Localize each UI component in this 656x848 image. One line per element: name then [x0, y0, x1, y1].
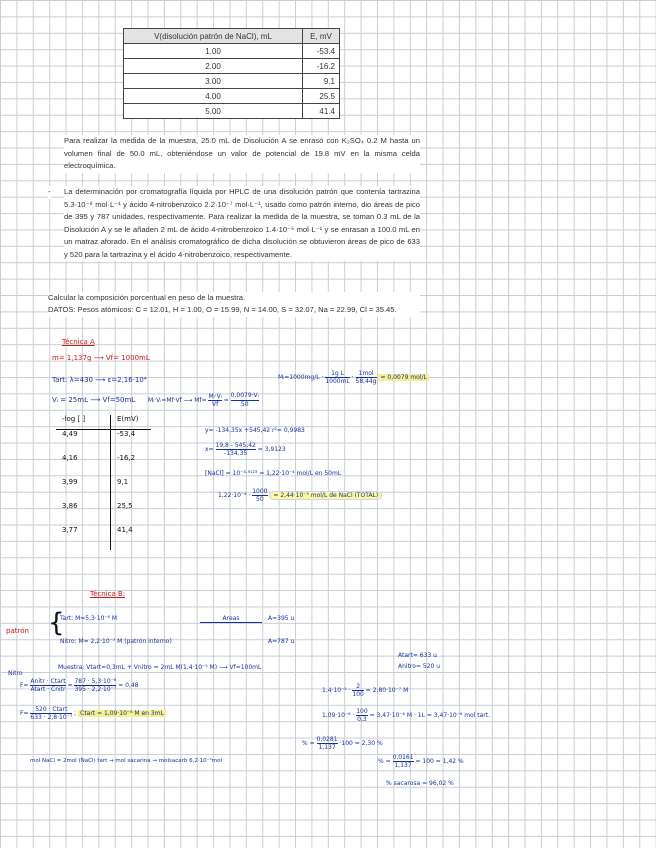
note-nacl-total — [218, 488, 382, 503]
paragraph-data: DATOS: Pesos atómicos: C = 12.01, H = 1.00, O = 15.99, N = 14.00, S = 32.07, Na = 22.99, Cl = 35.45. — [48, 304, 420, 317]
nacl-total-pre: 1,22·10⁻⁴ · — [218, 492, 251, 499]
mol-tart-result: = 3,47·10⁻⁶ M · 1L = 3,47·10⁻⁶ mol tart. — [369, 712, 491, 719]
hw-table-row — [56, 430, 151, 455]
conversion-f1-num: 1g L — [325, 370, 349, 378]
brace-icon: { — [48, 608, 65, 638]
conversion-f1-den: 1000mL — [325, 378, 350, 385]
pct-result: ·100 = 2,30 % — [339, 740, 383, 747]
hw-cell-e: 41,4 — [117, 526, 133, 534]
mol-tart-den: 0,3 — [357, 716, 367, 723]
note-volume: Vᵢ = 25mL ⟶ Vf=50mL — [52, 396, 136, 404]
f-num1: Anitr · Ctart — [30, 678, 66, 685]
ctart-result: Ctart = 1,09·10⁻⁸ M en 3mL — [80, 710, 164, 717]
pct-pre: % = — [302, 740, 315, 747]
table-cell-volume: 2.00 — [124, 59, 303, 74]
cn-pre: 1,4·10⁻⁵ · — [322, 687, 351, 694]
note-pct — [302, 736, 383, 751]
f-den1: Atart · Cnitr — [30, 686, 66, 693]
bullet-marker: - — [48, 186, 51, 199]
nacl-total-den: 50 — [256, 496, 264, 503]
table-row — [124, 59, 340, 74]
table-row — [124, 104, 340, 119]
dilution-num2: 0,0079·Vᵢ — [230, 392, 259, 399]
cn-den: 100 — [352, 691, 364, 698]
heading-tecnica-a: Técnica A — [62, 338, 95, 346]
pct2-pre: % = — [378, 758, 391, 765]
dilution-label: Mᵢ·Vᵢ=Mf·Vf ⟶ Mf= — [148, 397, 207, 404]
table-cell-volume: 3.00 — [124, 74, 303, 89]
table-header-potential: E, mV — [303, 29, 340, 44]
note-x-calc — [205, 442, 286, 457]
f2-label: F= — [20, 710, 29, 717]
paragraph-sample-measurement: Para realizar la medida de la muestra, 25.0 mL de Disolución A se enrasó con K₂SO₄ 0.2 M hasta un volumen final de 50.0 mL, obteniéndose un valor de potencial de 19.8 mV en la misma celda electroquímica. — [64, 135, 420, 173]
table-cell-potential: 25.5 — [303, 89, 340, 104]
pct2-result: = 100 = 1,42 % — [415, 758, 464, 765]
x-den: -134,35 — [224, 450, 248, 457]
note-conversion — [278, 370, 429, 385]
note-muestra: Muestra: Vtart=0,3mL + Vnitro = 2mL M(1,4·10⁻⁵ M) ⟶ Vf=100mL — [58, 664, 262, 671]
note-a395: A=395 u — [268, 615, 295, 622]
pct2-den: 1,137 — [394, 762, 412, 769]
f-label: F= — [20, 682, 29, 689]
note-f2-calc — [20, 706, 166, 721]
hw-cell-log: 3,86 — [56, 502, 111, 526]
dilution-num: Mᵢ·Vᵢ — [208, 393, 222, 400]
heading-tecnica-b: Técnica B: — [90, 590, 126, 598]
hw-table-header — [56, 415, 151, 430]
note-sacarosa: % sacarosa = 96,02 % — [386, 780, 454, 787]
conversion-f2-den: 58,44g — [355, 378, 377, 385]
paragraph-hplc: La determinación por cromatografía líquida por HPLC de una disolución patrón que contenía tartrazina 5.3·10⁻⁸ mol·L⁻¹ y ácido 4-nitrobenzoico 2.2·10⁻⁷ mol·L⁻¹, usado como patrón interno, dio áreas de pico de 395 y 787 unidades, respectivamente. Para realizar la medida de la muestra, se toman 0.3 mL de la Disolución A y se le añaden 2 mL de ácido 4-nitrobenzoico 1.4·10⁻⁵ mol·L⁻¹ y se enrasan a 100.0 mL en un matraz aforado. En el análisis cromatográfico de dicha disolución se obtuvieron áreas de pico de 633 y 520 para la tartrazina y el ácido 4-nitrobenzoico, respectivamente. — [64, 186, 420, 261]
cn-num: 2 — [352, 683, 363, 691]
hw-cell-log: 3,99 — [56, 478, 111, 502]
pct2-num: 0,0161 — [392, 754, 414, 761]
note-a-nitro: Anitro= 520 u — [398, 663, 441, 670]
hw-header-e: E(mV) — [111, 415, 152, 430]
hw-header-log: -log [ ] — [56, 415, 111, 430]
table-cell-potential: 9.1 — [303, 74, 340, 89]
note-nitro-b: Nitro: M= 2,2·10⁻⁷ M (patrón interno) — [60, 638, 172, 645]
x-label: x= — [205, 446, 214, 453]
note-dilution — [148, 392, 259, 409]
table-header-row — [124, 29, 340, 44]
note-nacl: [NaCl] = 10⁻³·⁹¹²³ = 1,22·10⁻⁴ mol/L en 50mL — [205, 470, 342, 477]
f-num2: 787 · 5,3·10⁻⁸ — [74, 678, 117, 685]
note-cnitro — [322, 683, 408, 698]
conversion-label: Mᵢ=1000mg/L · — [278, 374, 324, 381]
note-mol-tart — [322, 708, 490, 723]
note-a-tart: Atart= 633 u — [398, 652, 437, 659]
mol-tart-pre: 1,09·10⁻⁸ · — [322, 712, 355, 719]
hw-cell-log: 4,49 — [56, 430, 111, 455]
pct-num: 0,0281 — [316, 736, 338, 743]
handwritten-table — [56, 415, 151, 550]
table-row — [124, 44, 340, 59]
table-cell-potential: 41.4 — [303, 104, 340, 119]
note-a787: A=787 u — [268, 638, 295, 645]
table-row — [124, 89, 340, 104]
note-tart-b: Tart: M=5,3·10⁻⁸ M — [60, 615, 118, 622]
hw-cell-e: -16,2 — [117, 454, 136, 462]
f-den2: 395 · 2,2·10⁻⁷ — [74, 686, 117, 693]
note-mol-nacl: mol NaCl = 2mol (NaCl) tart → mol sacarina → molsacarb 6,2·10⁻⁵mol — [30, 758, 223, 764]
mol-tart-num: 100 — [356, 708, 368, 715]
dilution-eq: = — [223, 397, 229, 404]
f2-den1: 633 · 2,8·10⁻⁷ — [30, 714, 73, 721]
f2-num1: 520 · Ctart — [30, 706, 72, 714]
table-cell-potential: -53.4 — [303, 44, 340, 59]
x-result: = 3,9123 — [257, 446, 286, 453]
hw-cell-e: 25,5 — [117, 502, 133, 510]
conversion-f2-num: 1mol — [356, 370, 377, 378]
hw-cell-e: -53,4 — [117, 430, 136, 438]
note-mass: m= 1,137g ⟶ Vf= 1000mL — [52, 354, 150, 362]
note-tartrazine: Tart: λ=430 ⟶ ε=2,16·10⁴ — [52, 376, 147, 384]
nacl-total-result: = 2,44·10⁻³ mol/L de NaCl (TOTAL) — [269, 491, 382, 500]
label-patron: patrón — [6, 627, 29, 635]
label-nitro-side: Nitro — [8, 670, 23, 677]
cn-result: = 2,80·10⁻⁷ M — [365, 687, 409, 694]
conversion-dot: · — [351, 374, 354, 381]
table-row — [124, 74, 340, 89]
hw-table-row — [56, 502, 151, 526]
calibration-table — [123, 28, 340, 119]
dilution-den: Vf — [212, 401, 219, 408]
hw-table-row — [56, 526, 151, 550]
table-cell-volume: 5.00 — [124, 104, 303, 119]
arrow-areas: Areas — [200, 615, 262, 623]
note-f-calc — [20, 678, 139, 693]
note-pct2 — [378, 754, 464, 769]
hw-cell-log: 4,16 — [56, 454, 111, 478]
dilution-den2: 50 — [240, 401, 249, 408]
f-eq: = — [67, 682, 73, 689]
table-cell-potential: -16.2 — [303, 59, 340, 74]
table-cell-volume: 4.00 — [124, 89, 303, 104]
table-header-volume: V(disolución patrón de NaCl), mL — [124, 29, 303, 44]
conversion-result: = 0,0079 mol/L — [380, 374, 427, 381]
x-num: 19,8 - 545,42 — [215, 442, 256, 449]
pct-den: 1,137 — [318, 744, 336, 751]
table-cell-volume: 1.00 — [124, 44, 303, 59]
f2-sep: ; — [74, 710, 77, 717]
hw-table-row — [56, 478, 151, 502]
hw-cell-e: 9,1 — [117, 478, 129, 486]
nacl-total-num: 1000 — [252, 488, 268, 495]
f-result: = 0,48 — [118, 682, 139, 689]
hw-cell-log: 3,77 — [56, 526, 111, 550]
hw-table-row — [56, 454, 151, 478]
note-regression: y= -134,35x +545,42 r²= 0,9983 — [205, 427, 305, 434]
paragraph-question: Calcular la composición porcentual en peso de la muestra. — [48, 292, 420, 305]
